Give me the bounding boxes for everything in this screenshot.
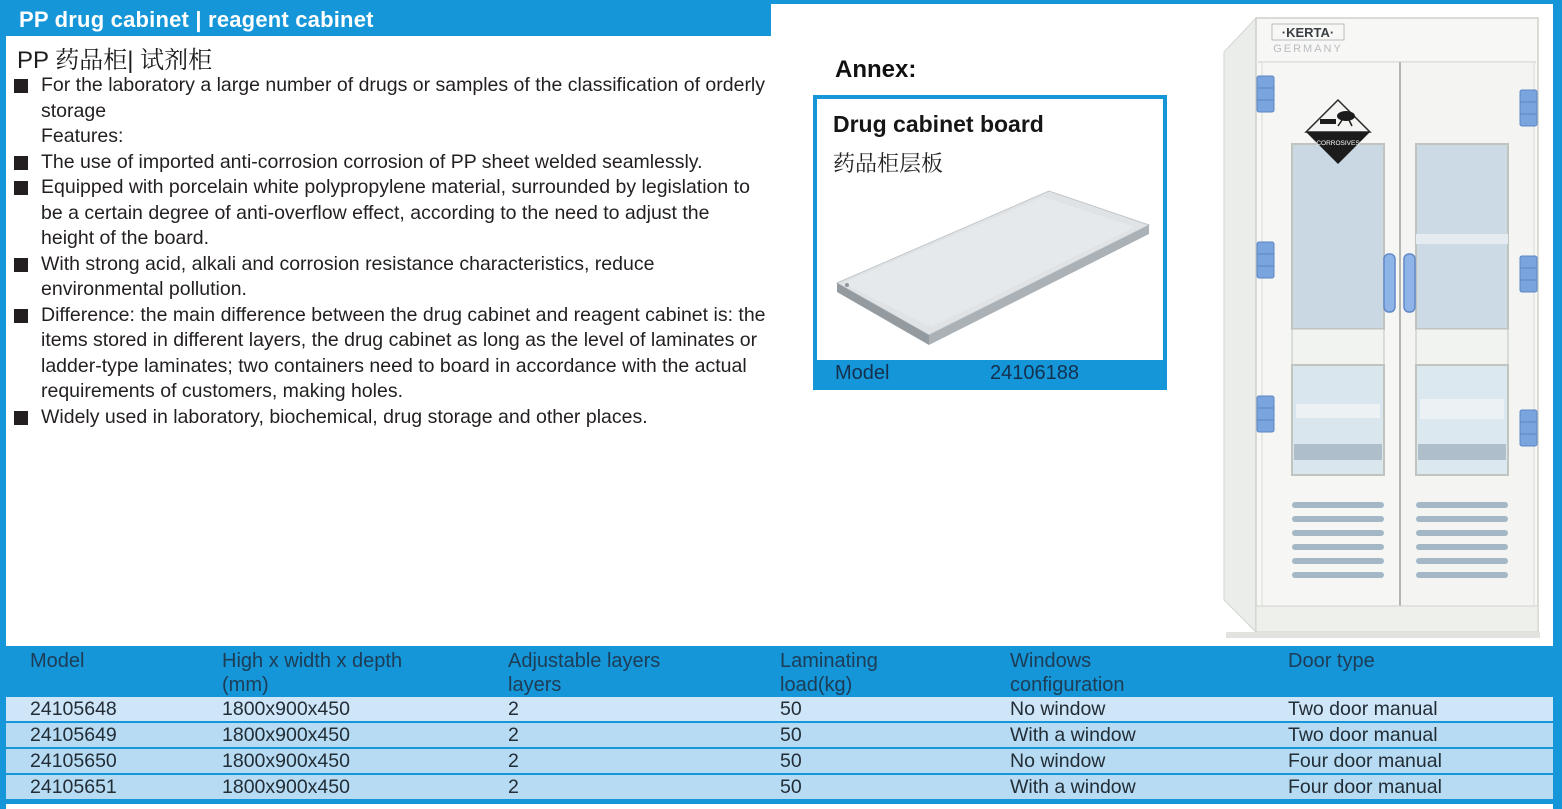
cell-model: 24105648	[6, 697, 222, 722]
list-item	[14, 303, 766, 405]
bullet-square-icon	[14, 79, 28, 93]
col-windows-configuration: Windows configuration	[1010, 646, 1288, 697]
cell-load: 50	[780, 722, 1010, 748]
cell-model: 24105649	[6, 722, 222, 748]
right-door-window	[1416, 144, 1508, 475]
cabinet-photo	[1196, 4, 1553, 648]
cell-door: Two door manual	[1288, 722, 1553, 748]
left-door-window	[1292, 144, 1384, 475]
cell-door: Four door manual	[1288, 748, 1553, 774]
bullet-square-icon	[14, 156, 28, 170]
list-item	[14, 150, 766, 176]
cell-layers: 2	[508, 748, 780, 774]
spec-table	[6, 646, 1553, 804]
cell-door: Two door manual	[1288, 697, 1553, 722]
col-laminating-load: Laminating load(kg)	[780, 646, 1010, 697]
page-border-top	[0, 0, 1562, 4]
page-border-left	[0, 0, 6, 809]
table-row	[6, 748, 1553, 774]
bullet-text: For the laboratory a large number of drugs or samples of the classification of orderly storage	[41, 74, 766, 122]
cabinet-side	[1224, 18, 1256, 632]
cell-door: Four door manual	[1288, 774, 1553, 802]
col-adjustable-layers: Adjustable layers layers	[508, 646, 780, 697]
bullet-text: Difference: the main difference between the drug cabinet and reagent cabinet is: the items stored in different layers, the drug cabinet as long as the level of laminates or ladder-type laminates; two containers need to board in accordance with the actual requirements of customers, making holes.	[41, 303, 766, 402]
cell-model: 24105650	[6, 748, 222, 774]
bullet-text: The use of imported anti-corrosion corrosion of PP sheet welded seamlessly.	[41, 150, 703, 173]
list-item	[14, 175, 766, 252]
cell-window: No window	[1010, 697, 1288, 722]
page-title: PP drug cabinet | reagent cabinet	[19, 7, 374, 32]
model-label: Model	[835, 361, 890, 384]
bullet-text: Equipped with porcelain white polypropylene material, surrounded by legislation to be a certain degree of anti-overflow effect, according to the need to adjust the height of the board.	[41, 176, 750, 249]
list-item	[14, 252, 766, 303]
list-item	[14, 405, 766, 431]
cell-dimensions: 1800x900x450	[222, 697, 508, 722]
cell-load: 50	[780, 774, 1010, 802]
brand-text: ·KERTA·	[1281, 25, 1335, 40]
brand-subtext: GERMANY	[1273, 43, 1343, 55]
bullet-square-icon	[14, 181, 28, 195]
board-title: Drug cabinet board	[833, 111, 1044, 137]
col-dimensions: High x width x depth (mm)	[222, 646, 508, 697]
cell-dimensions: 1800x900x450	[222, 748, 508, 774]
cabinet-shadow	[1226, 632, 1540, 638]
board-title-chinese: 药品柜层板	[833, 151, 944, 176]
bullet-square-icon	[14, 258, 28, 272]
cell-layers: 2	[508, 722, 780, 748]
table-row	[6, 722, 1553, 748]
cell-load: 50	[780, 748, 1010, 774]
table-header-row	[6, 646, 1553, 697]
list-item	[14, 73, 766, 150]
cell-window: With a window	[1010, 774, 1288, 802]
page-subtitle-chinese: PP 药品柜| 试剂柜	[17, 47, 213, 74]
cell-window: With a window	[1010, 722, 1288, 748]
features-label: Features:	[41, 125, 124, 147]
cell-dimensions: 1800x900x450	[222, 722, 508, 748]
brand-logo	[1272, 24, 1344, 55]
feature-list	[14, 73, 766, 430]
bullet-text: With strong acid, alkali and corrosion resistance characteristics, reduce environmental pollution.	[41, 252, 655, 300]
bullet-square-icon	[14, 309, 28, 323]
cell-layers: 2	[508, 697, 780, 722]
title-bar	[6, 4, 771, 36]
cell-window: No window	[1010, 748, 1288, 774]
table-row	[6, 774, 1553, 802]
bullet-square-icon	[14, 411, 28, 425]
col-door-type: Door type	[1288, 646, 1553, 697]
annex-board-card	[813, 95, 1167, 390]
bullet-text: Widely used in laboratory, biochemical, drug storage and other places.	[41, 405, 648, 428]
col-model: Model	[6, 646, 222, 697]
annex-heading: Annex:	[835, 56, 917, 83]
cell-load: 50	[780, 697, 1010, 722]
board-model-bar	[817, 360, 1163, 386]
cell-layers: 2	[508, 774, 780, 802]
cell-dimensions: 1800x900x450	[222, 774, 508, 802]
cell-model: 24105651	[6, 774, 222, 802]
drug-cabinet-board-image	[817, 177, 1163, 359]
cabinet-base	[1256, 606, 1538, 632]
table-row	[6, 697, 1553, 722]
page-border-right	[1553, 0, 1562, 809]
model-value: 24106188	[990, 361, 1079, 384]
hazard-text: CORROSIVES	[1316, 140, 1360, 147]
